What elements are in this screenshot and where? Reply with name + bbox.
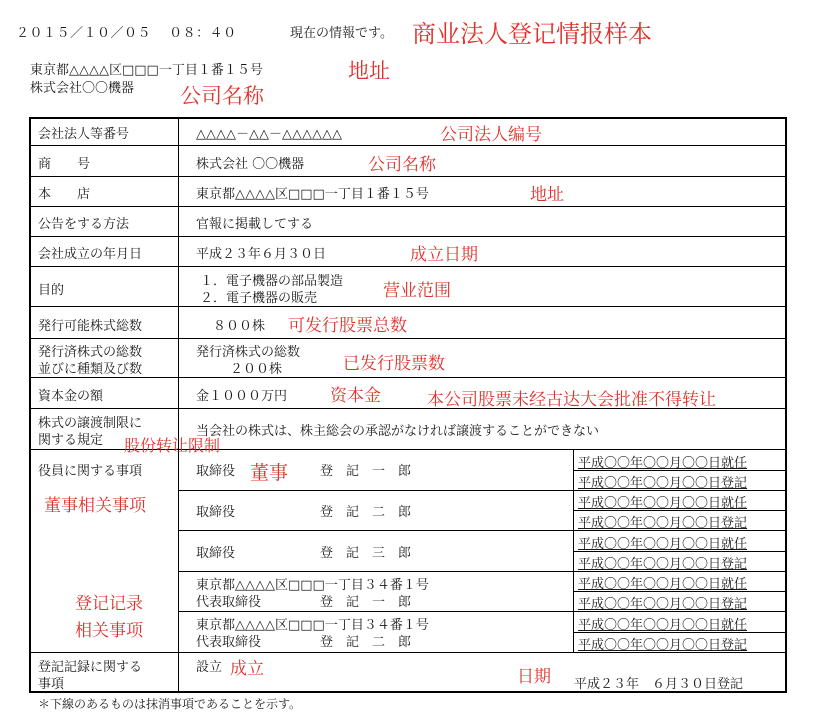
- officer-1-role: 取締役: [196, 464, 236, 479]
- officer-3-name: 登 記 三 郎: [320, 546, 412, 561]
- officer-5-appointed: 平成〇〇年〇〇月〇〇日就任: [578, 618, 748, 633]
- officer-2-name: 登 記 二 郎: [320, 505, 412, 520]
- company-annotation: 公司名称: [180, 84, 264, 108]
- label-purpose: 目的: [38, 283, 65, 298]
- officer-1-name: 登 記 一 郎: [320, 464, 412, 479]
- value-public-notice: 官報に掲載してする: [196, 217, 314, 232]
- header-address: 東京都△△△△区□□□一丁目１番１５号: [30, 63, 263, 78]
- note-registry-date: 日期: [517, 667, 551, 687]
- label-head-office: 本 店: [38, 187, 91, 202]
- label-authorized-shares: 発行可能株式総数: [38, 319, 143, 334]
- value-issued-shares-1: 発行済株式の総数: [196, 345, 301, 360]
- note-transfer-approval: 本公司股票未经古达大会批准不得转让: [427, 390, 716, 410]
- address-annotation: 地址: [348, 59, 390, 83]
- note-records-2: 相关事项: [75, 621, 143, 641]
- value-head-office: 東京都△△△△区□□□一丁目１番１５号: [196, 187, 429, 202]
- table-right-border: [785, 117, 787, 693]
- label-established: 会社成立の年月日: [38, 247, 143, 262]
- label-officers: 役員に関する事項: [38, 464, 143, 479]
- table-left-border: [29, 117, 31, 693]
- label-trade-name: 商 号: [38, 157, 91, 172]
- note-capital: 资本金: [330, 386, 381, 406]
- label-transfer-restriction-2: 関する規定: [38, 433, 104, 448]
- note-head-office: 地址: [530, 185, 564, 205]
- officer-4-appointed: 平成〇〇年〇〇月〇〇日就任: [578, 577, 748, 592]
- officer-3-role: 取締役: [196, 546, 236, 561]
- officer-5-registered: 平成〇〇年〇〇月〇〇日登記: [578, 638, 748, 653]
- label-public-notice: 公告をする方法: [38, 217, 130, 232]
- note-registry-established: 成立: [230, 659, 264, 679]
- officer-1-appointed: 平成〇〇年〇〇月〇〇日就任: [578, 456, 748, 471]
- footnote: ＊下線のあるものは抹消事項であることを示す。: [38, 697, 302, 711]
- table-top-border: [29, 117, 787, 119]
- officer-4-name: 登 記 一 郎: [320, 595, 412, 610]
- officer-4-address: 東京都△△△△区□□□一丁目３４番１号: [196, 578, 429, 593]
- officer-3-appointed: 平成〇〇年〇〇月〇〇日就任: [578, 537, 748, 552]
- value-established: 平成２３年６月３０日: [196, 247, 327, 262]
- header-company: 株式会社〇〇機器: [30, 81, 135, 96]
- note-records-1: 登记记录: [75, 594, 143, 614]
- label-issued-shares-1: 発行済株式の総数: [38, 345, 143, 360]
- label-corp-number: 会社法人等番号: [38, 127, 130, 142]
- title-annotation: 商业法人登记情报样本: [412, 20, 652, 48]
- officer-5-role: 代表取締役: [196, 635, 262, 650]
- note-established: 成立日期: [410, 245, 478, 265]
- value-purpose-1: １．電子機器の部品製造: [200, 274, 344, 289]
- header-status: 現在の情報です。: [290, 26, 393, 41]
- officer-2-registered: 平成〇〇年〇〇月〇〇日登記: [578, 516, 748, 531]
- note-director: 董事: [250, 462, 289, 484]
- officer-4-registered: 平成〇〇年〇〇月〇〇日登記: [578, 597, 748, 612]
- note-trade-name: 公司名称: [368, 155, 436, 175]
- officer-2-appointed: 平成〇〇年〇〇月〇〇日就任: [578, 496, 748, 511]
- note-corp-number: 公司法人编号: [440, 125, 542, 145]
- note-issued-shares: 已发行股票数: [343, 354, 445, 374]
- officer-4-role: 代表取締役: [196, 595, 262, 610]
- value-registry-record: 設立: [196, 660, 223, 675]
- officer-2-role: 取締役: [196, 505, 236, 520]
- officer-1-registered: 平成〇〇年〇〇月〇〇日登記: [578, 476, 748, 491]
- value-purpose-2: ２．電子機器の販売: [200, 291, 318, 306]
- label-capital: 資本金の額: [38, 389, 104, 404]
- note-transfer-restriction: 股份转让限制: [124, 436, 221, 455]
- note-authorized-shares: 可发行股票总数: [288, 316, 407, 336]
- value-trade-name: 株式会社 〇〇機器: [196, 157, 305, 172]
- label-registry-record-1: 登記記録に関する: [38, 660, 143, 675]
- label-issued-shares-2: 並びに種類及び数: [38, 362, 143, 377]
- officer-5-address: 東京都△△△△区□□□一丁目３４番１号: [196, 618, 429, 633]
- note-directors-section: 董事相关事项: [44, 496, 146, 516]
- note-purpose: 营业范围: [383, 281, 451, 301]
- value-authorized-shares: ８００株: [213, 319, 266, 334]
- value-corp-number: △△△△－△△－△△△△△△: [196, 127, 342, 142]
- value-transfer-restriction: 当会社の株式は、株主総会の承認がなければ譲渡することができない: [196, 424, 600, 439]
- header-datetime: ２０１５／１０／０５ ０８：４０: [16, 26, 237, 41]
- value-capital: 金１０００万円: [196, 389, 288, 404]
- officer-5-name: 登 記 二 郎: [320, 635, 412, 650]
- officer-3-registered: 平成〇〇年〇〇月〇〇日登記: [578, 557, 748, 572]
- label-registry-record-2: 事項: [38, 677, 65, 692]
- value-registry-date: 平成２３年 ６月３０日登記: [574, 677, 744, 692]
- value-issued-shares-2: ２００株: [230, 362, 283, 377]
- label-transfer-restriction-1: 株式の譲渡制限に: [38, 416, 143, 431]
